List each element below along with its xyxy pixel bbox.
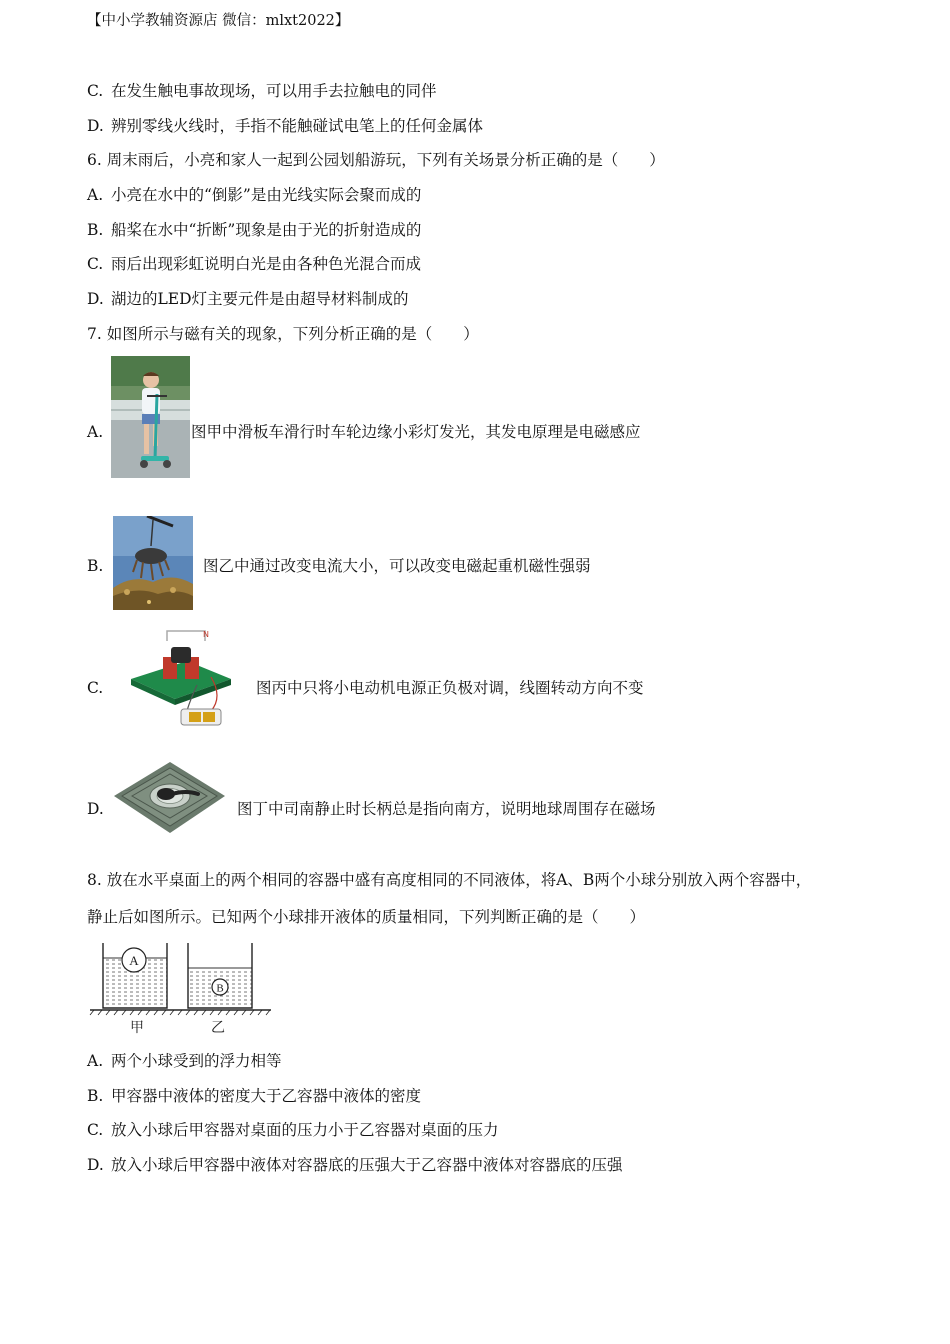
q7-option-b-text: 图乙中通过改变电流大小，可以改变电磁起重机磁性强弱	[203, 557, 591, 575]
option-letter: D.	[87, 1156, 104, 1174]
q7-option-d-text: 图丁中司南静止时长柄总是指向南方，说明地球周围存在磁场	[237, 800, 656, 818]
page-header: 【中小学教辅资源店 微信：mlxt2022】	[87, 13, 350, 29]
option-text: 船桨在水中“折断”现象是由于光的折射造成的	[111, 221, 422, 239]
option-letter: B.	[87, 221, 104, 239]
option-text: 湖边的LED灯主要元件是由超导材料制成的	[111, 290, 409, 308]
q8-option-a	[87, 1050, 282, 1072]
label-jia: 甲	[130, 1020, 144, 1036]
q7-stem: 7. 如图所示与磁有关的现象，下列分析正确的是（ ）	[87, 325, 479, 343]
q6-option-c	[87, 253, 421, 275]
q6-stem: 6. 周末雨后，小亮和家人一起到公园划船游玩，下列有关场景分析正确的是（ ）	[87, 151, 665, 169]
q8-stem-line1: 8. 放在水平桌面上的两个相同的容器中盛有高度相同的不同液体，将A、B两个小球分别放入两个容器中，	[87, 871, 812, 889]
option-letter: C.	[87, 255, 104, 273]
crane-magnet-photo	[113, 516, 193, 610]
option-letter: C.	[87, 82, 104, 100]
option-text: 在发生触电事故现场，可以用手去拉触电的同伴	[111, 82, 437, 100]
option-text: 小亮在水中的“倒影”是由光线实际会聚而成的	[111, 186, 422, 204]
q6-option-d	[87, 288, 409, 310]
q8-option-b	[87, 1085, 421, 1107]
q8-option-d	[87, 1154, 623, 1176]
q7-option-a-text: 图甲中滑板车滑行时车轮边缘小彩灯发光，其发电原理是电磁感应	[191, 423, 641, 441]
q7-option-b-letter: B.	[87, 557, 104, 575]
q8-option-c	[87, 1119, 499, 1141]
q6-option-a	[87, 184, 421, 206]
option-letter: A.	[87, 1052, 104, 1070]
q7-option-a-letter: A.	[87, 423, 104, 441]
option-letter: D.	[87, 290, 104, 308]
option-text: 放入小球后甲容器中液体对容器底的压强大于乙容器中液体对容器底的压强	[111, 1156, 623, 1174]
option-letter: A.	[87, 186, 104, 204]
option-text: 雨后出现彩虹说明白光是由各种色光混合而成	[111, 255, 422, 273]
option-text: 辨别零线火线时，手指不能触碰试电笔上的任何金属体	[111, 117, 484, 135]
q5-option-d	[87, 115, 483, 137]
sinan-compass-photo	[112, 760, 227, 835]
ball-a-label: A	[129, 953, 139, 968]
q8-stem-line2: 静止后如图所示。已知两个小球排开液体的质量相同，下列判断正确的是（ ）	[87, 908, 646, 926]
ball-b-label: B	[216, 982, 224, 995]
motor-n-label: N	[203, 630, 209, 639]
option-text: 甲容器中液体的密度大于乙容器中液体的密度	[111, 1087, 422, 1105]
q7-option-c-text: 图丙中只将小电动机电源正负极对调，线圈转动方向不变	[256, 679, 644, 697]
q7-option-d-letter: D.	[87, 800, 104, 818]
q7-option-c-letter: C.	[87, 679, 104, 697]
option-text: 放入小球后甲容器对桌面的压力小于乙容器对桌面的压力	[111, 1121, 499, 1139]
option-letter: B.	[87, 1087, 104, 1105]
container-diagram	[88, 938, 273, 1038]
option-letter: D.	[87, 117, 104, 135]
electric-motor-photo	[127, 627, 233, 732]
option-letter: C.	[87, 1121, 104, 1139]
scooter-photo	[111, 356, 190, 478]
label-yi: 乙	[211, 1020, 225, 1036]
q5-option-c	[87, 80, 437, 102]
q6-option-b	[87, 219, 421, 241]
option-text: 两个小球受到的浮力相等	[111, 1052, 282, 1070]
